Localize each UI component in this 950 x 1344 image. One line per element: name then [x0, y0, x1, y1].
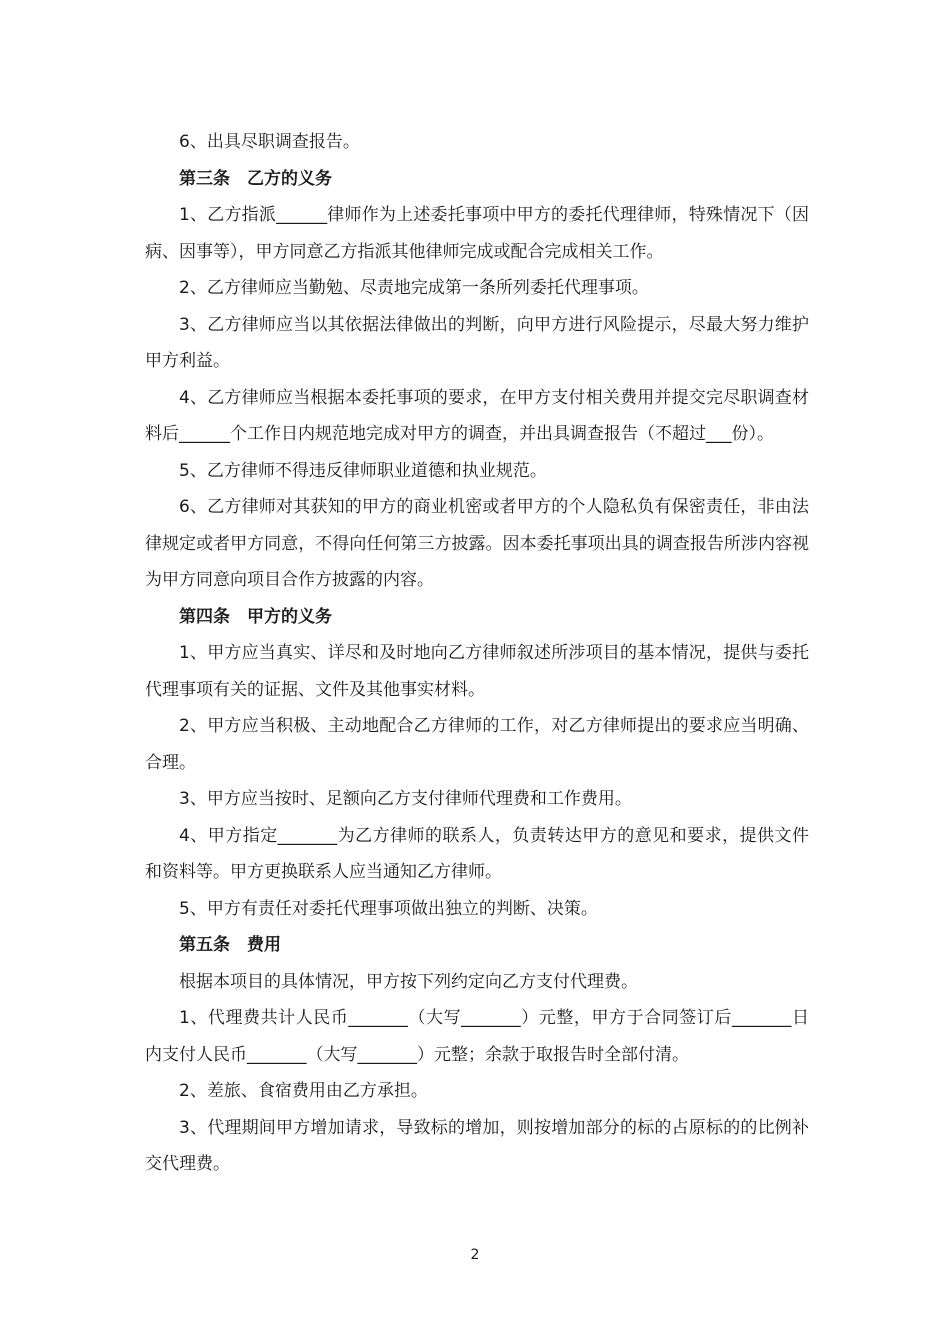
paragraph: 6、乙方律师对其获知的甲方的商业机密或者甲方的个人隐私负有保密责任，非由法律规定或者甲方同意，不得向任何第三方披露。因本委托事项出具的调查报告所涉内容视为甲方同意向项目合作方披露的内容。 — [145, 497, 809, 590]
paragraph: 1、乙方指派______律师作为上述委托事项中甲方的委托代理律师，特殊情况下（因病、因事等），甲方同意乙方指派其他律师完成或配合完成相关工作。 — [145, 205, 809, 262]
paragraph: 2、乙方律师应当勤勉、尽责地完成第一条所列委托代理事项。 — [179, 278, 649, 298]
paragraph: 5、甲方有责任对委托代理事项做出独立的判断、决策。 — [179, 898, 598, 919]
paragraph: 6、出具尽职调查报告。 — [179, 132, 360, 152]
paragraph: 2、差旅、食宿费用由乙方承担。 — [179, 1081, 428, 1101]
section-heading: 第三条 乙方的义务 — [179, 168, 332, 189]
paragraph: 2、甲方应当积极、主动地配合乙方律师的工作，对乙方律师提出的要求应当明确、合理。 — [145, 716, 809, 773]
page-number: 2 — [470, 1247, 480, 1263]
paragraph: 1、代理费共计人民币_______（大写_______）元整，甲方于合同签订后_______日内支付人民币_______（大写_______）元整；余款于取报告时全部付清。 — [145, 1008, 809, 1065]
paragraph: 4、甲方指定_______为乙方律师的联系人，负责转达甲方的意见和要求，提供文件和资料等。甲方更换联系人应当通知乙方律师。 — [145, 825, 809, 882]
paragraph: 3、乙方律师应当以其依据法律做出的判断，向甲方进行风险提示，尽最大努力维护甲方利益。 — [145, 314, 809, 371]
paragraph: 3、代理期间甲方增加请求，导致标的增加，则按增加部分的标的占原标的的比例补交代理费。 — [145, 1117, 809, 1174]
paragraph: 5、乙方律师不得违反律师职业道德和执业规范。 — [179, 460, 547, 481]
document-body — [145, 124, 809, 1183]
section-heading: 第五条 费用 — [179, 935, 281, 955]
paragraph: 3、甲方应当按时、足额向乙方支付律师代理费和工作费用。 — [179, 789, 632, 809]
section-heading: 第四条 甲方的义务 — [179, 606, 332, 627]
paragraph: 4、乙方律师应当根据本委托事项的要求，在甲方支付相关费用并提交完尽职调查材料后______个工作日内规范地完成对甲方的调查，并出具调查报告（不超过___份）。 — [145, 387, 809, 444]
paragraph: 根据本项目的具体情况，甲方按下列约定向乙方支付代理费。 — [179, 971, 638, 992]
paragraph: 1、甲方应当真实、详尽和及时地向乙方律师叙述所涉项目的基本情况，提供与委托代理事项有关的证据、文件及其他事实材料。 — [145, 643, 809, 700]
